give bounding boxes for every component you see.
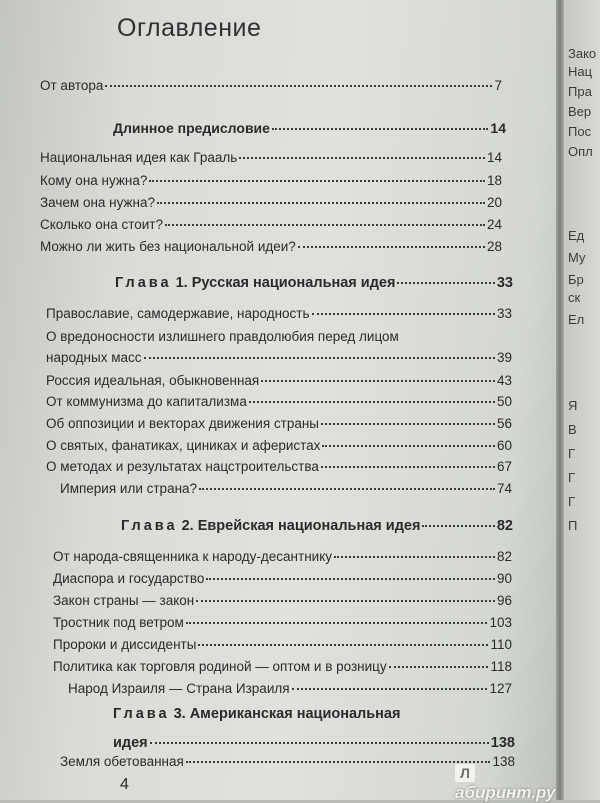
toc-entry: Народ Израиля — Страна Израиля 127 — [68, 681, 512, 696]
facing-text-fragment: Зако — [568, 46, 597, 61]
toc-entry: народных масс 39 — [46, 350, 512, 365]
toc-entry: О святых, фанатиках, циниках и аферистах 60 — [46, 438, 512, 453]
facing-text-fragment: Ел — [568, 312, 585, 327]
facing-page — [564, 0, 600, 800]
book-gutter — [556, 0, 564, 800]
facing-text-fragment: Г — [568, 494, 576, 509]
toc-entry: От коммунизма до капитализма 50 — [46, 394, 512, 409]
facing-text-fragment: Вер — [568, 104, 592, 119]
chapter-heading: Глава 2. Еврейская национальная идея 82 — [121, 518, 513, 534]
toc-entry: Об оппозиции и векторах движения страны 56 — [46, 416, 512, 431]
toc-entry-line1: О вредоносности излишнего правдолюбия перед лицом — [46, 329, 399, 344]
toc-entry: От автора 7 — [40, 78, 502, 93]
toc-entry: Россия идеальная, обыкновенная 43 — [46, 373, 512, 388]
facing-text-fragment: Пос — [568, 124, 592, 139]
facing-text-fragment: Пра — [568, 84, 592, 99]
toc-entry: Пророки и диссиденты 110 — [53, 637, 512, 652]
toc-entry: Зачем она нужна? 20 — [40, 195, 502, 210]
toc-entry: От народа-священника к народу-десантнику 82 — [53, 549, 512, 564]
watermark — [455, 763, 558, 803]
page-number: 4 — [120, 776, 129, 793]
toc-entry: Политика как торговля родиной — оптом и в розницу 118 — [53, 659, 512, 674]
chapter-heading: Глава 3. Американская национальная — [113, 706, 401, 722]
facing-text-fragment: ск — [568, 290, 581, 305]
toc-entry: Национальная идея как Грааль 14 — [40, 150, 502, 165]
facing-text-fragment: В — [568, 422, 577, 437]
facing-text-fragment: Опл — [568, 144, 593, 159]
chapter-heading: Глава 1. Русская национальная идея 33 — [115, 275, 513, 291]
facing-text-fragment: Г — [568, 446, 576, 461]
toc-entry: Можно ли жить без национальной идеи? 28 — [40, 239, 502, 254]
toc-entry: О методах и результатах нацстроительства 67 — [46, 459, 512, 474]
toc-entry: Империя или страна? 74 — [60, 481, 512, 496]
toc-entry: Тростник под ветром 103 — [53, 615, 512, 630]
facing-text-fragment: Бр — [568, 272, 584, 287]
page-title: Оглавление — [117, 14, 262, 42]
facing-text-fragment: Г — [568, 470, 576, 485]
labirint-logo-icon: Л — [455, 764, 475, 782]
facing-text-fragment: Ед — [568, 228, 585, 243]
toc-section-heading: Длинное предисловие 14 — [113, 120, 506, 136]
toc-entry: Кому она нужна? 18 — [40, 173, 502, 188]
watermark-text: абиринт.ру — [455, 783, 556, 802]
facing-text-fragment: Нац — [568, 64, 593, 79]
toc-entry: Сколько она стоит? 24 — [40, 217, 502, 232]
facing-text-fragment: Му — [568, 250, 586, 265]
chapter-heading-line2: идея 138 — [113, 735, 515, 751]
toc-entry: Православие, самодержавие, народность 33 — [46, 306, 512, 321]
facing-text-fragment: П — [568, 518, 578, 533]
facing-text-fragment: Я — [568, 398, 578, 413]
toc-entry: Земля обетованная 138 — [60, 754, 515, 769]
toc-entry: Закон страны — закон 96 — [53, 593, 512, 608]
toc-entry: Диаспора и государство 90 — [53, 571, 512, 586]
